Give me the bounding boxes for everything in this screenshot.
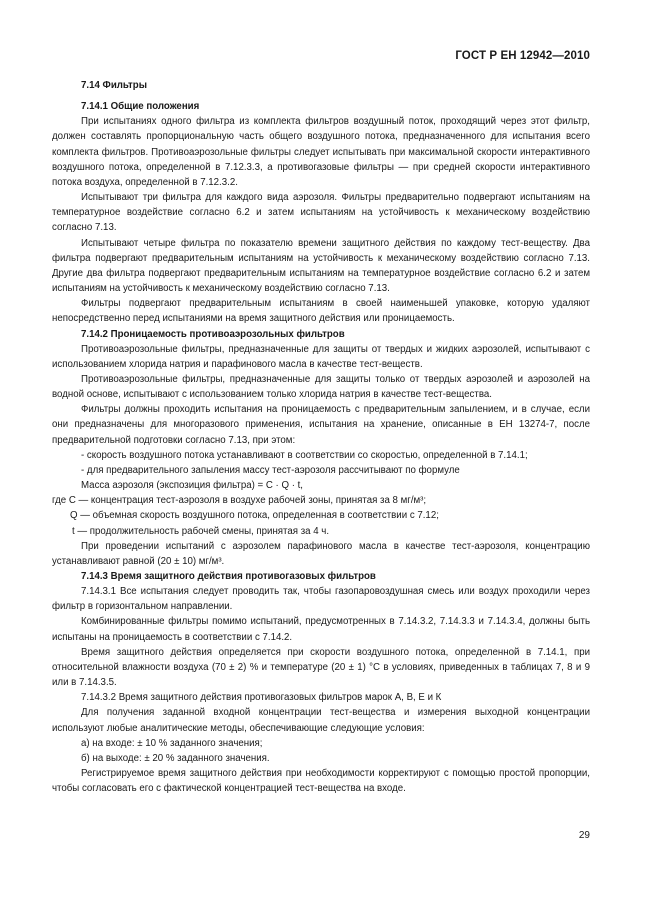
paragraph: Время защитного действия определяется при скорости воздушного потока, определенной в 7.14.1, при относительной влажности воздуха (70 ± 2) % и температуре (20 ± 1) °С в условиях, приведенных в таблицах 7, 8 и 9 или в 7.14.3.5. <box>52 646 590 689</box>
list-item: - для предварительного запыления массу тест-аэрозоля рассчитывают по формуле <box>81 464 460 476</box>
paragraph: Для получения заданной входной концентрации тест-вещества и измерения выходной концентрации используют любые аналитические методы, обеспечивающие следующие условия: <box>52 707 590 734</box>
list-item: а) на входе: ± 10 % заданного значения; <box>81 737 263 749</box>
document-body <box>52 78 590 796</box>
paragraph: Испытывают три фильтра для каждого вида аэрозоля. Фильтры предварительно подвергают испытаниям на температурное воздействие согласно 6.2 и затем испытаниям на устойчивость к механическому воздействию согласно 7.13. <box>52 192 590 234</box>
paragraph: Комбинированные фильтры помимо испытаний, предусмотренных в 7.14.3.2, 7.14.3.3 и 7.14.3.4, должны быть испытаны на проницаемость в соответствии с 7.14.2. <box>52 616 590 643</box>
formula-legend: t — продолжительность рабочей смены, принятая за 4 ч. <box>72 525 330 537</box>
paragraph: Противоаэрозольные фильтры, предназначенные для защиты от твердых и жидких аэрозолей, испытывают с использованием хлорида натрия и парафинового масла в качестве тест-веществ. <box>52 343 590 370</box>
paragraph: 7.14.3.1 Все испытания следует проводить так, чтобы газопаровоздушная смесь или воздух проходили через фильтр в горизонтальном направлении. <box>52 586 590 613</box>
list-item: б) на выходе: ± 20 % заданного значения. <box>81 752 270 764</box>
paragraph: При испытаниях одного фильтра из комплекта фильтров воздушный поток, проходящий через этот фильтр, должен составлять пропорциональную часть общего воздушного потока, предназначенного для испытания всего комплекта фильтров. Противоаэрозольные фильтры следует испытывать при максимальной скорости интерактивного воздушного потока, определенной в 7.12.3.3, а противогазовые фильтры — при средней скорости интерактивного потока воздуха, определенной в 7.12.3.2. <box>52 116 590 188</box>
section-heading: 7.14 Фильтры <box>81 80 147 91</box>
subsection-heading: 7.14.3 Время защитного действия противогазовых фильтров <box>81 571 376 582</box>
formula: Масса аэрозоля (экспозиция фильтра) = C · Q · t, <box>81 480 303 492</box>
list-item: - скорость воздушного потока устанавливают в соответствии со скоростью, определенной в 7.14.1; <box>81 449 528 461</box>
paragraph: Регистрируемое время защитного действия при необходимости корректируют с помощью простой пропорции, чтобы согласовать его с фактической концентрацией тест-вещества на входе. <box>52 768 590 795</box>
paragraph: Фильтры подвергают предварительным испытаниям в своей наименьшей упаковке, которую удаляют непосредственно перед испытаниями на время защитного действия или проницаемость. <box>52 298 590 325</box>
formula-legend: где C — концентрация тест-аэрозоля в воздухе рабочей зоны, принятая за 8 мг/м³; <box>52 495 427 507</box>
paragraph: 7.14.3.2 Время защитного действия противогазовых фильтров марок А, В, Е и К <box>81 692 442 704</box>
document-header: ГОСТ Р ЕН 12942—2010 <box>455 50 590 62</box>
page-number: 29 <box>578 830 590 841</box>
subsection-heading: 7.14.1 Общие положения <box>81 101 200 113</box>
paragraph: Противоаэрозольные фильтры, предназначенные для защиты только от твердых аэрозолей и аэрозолей на водной основе, испытывают с использованием только хлорида натрия в качестве тест-вещества. <box>52 373 590 401</box>
paragraph: Фильтры должны проходить испытания на проницаемость с предварительным запылением, и в случае, если они предназначены для многоразового применения, испытания на хранение, описанные в ЕН 13274-7, после предварительной подготовки согласно 7.13, при этом: <box>52 404 590 446</box>
formula-legend: Q — объемная скорость воздушного потока, определенная в соответствии с 7.12; <box>70 510 439 522</box>
paragraph: Испытывают четыре фильтра по показателю времени защитного действия по каждому тест-веществу. Два фильтра подвергают предварительным испытаниям на устойчивость к механическому воздействию согласно 7.13. Другие два фильтра подвергают предварительным испытаниям на температурное воздействие согласно 6.2 и затем испытаниям на устойчивость к механическому воздействию согласно 7.13. <box>52 237 590 295</box>
subsection-heading: 7.14.2 Проницаемость противоаэрозольных фильтров <box>81 328 345 340</box>
paragraph: При проведении испытаний с аэрозолем парафинового масла в качестве тест-аэрозоля, концентрацию устанавливают равной (20 ± 10) мг/м³. <box>52 540 590 567</box>
